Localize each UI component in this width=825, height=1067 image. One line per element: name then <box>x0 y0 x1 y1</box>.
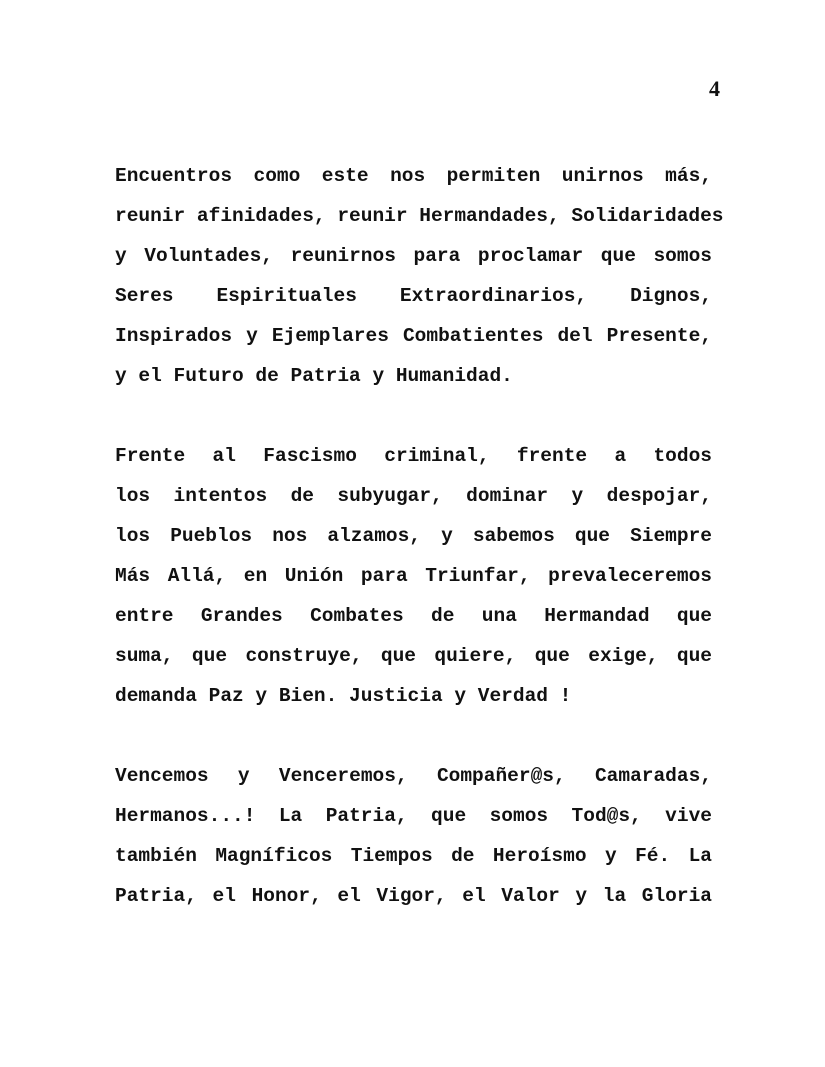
text-line: demanda Paz y Bien. Justicia y Verdad ! <box>115 685 572 707</box>
text-line: suma, que construye, que quiere, que exige, que <box>115 645 712 667</box>
text-line: Hermanos...! La Patria, que somos Tod@s, vive <box>115 805 712 827</box>
text-line: los intentos de subyugar, dominar y despojar, <box>115 485 712 507</box>
text-line: los Pueblos nos alzamos, y sabemos que Siempre <box>115 525 712 547</box>
text-line: Inspirados y Ejemplares Combatientes del Presente, <box>115 325 712 347</box>
text-line: y Voluntades, reunirnos para proclamar que somos <box>115 245 712 267</box>
text-line: reunir afinidades, reunir Hermandades, Solidaridades <box>115 205 724 227</box>
text-line: Vencemos y Venceremos, Compañer@s, Camaradas, <box>115 765 712 787</box>
text-line: Más Allá, en Unión para Triunfar, prevaleceremos <box>115 565 712 587</box>
text-line: y el Futuro de Patria y Humanidad. <box>115 365 513 387</box>
text-line: Patria, el Honor, el Vigor, el Valor y la Gloria <box>115 885 712 907</box>
text-line: Seres Espirituales Extraordinarios, Dignos, <box>115 285 712 307</box>
text-line: también Magníficos Tiempos de Heroísmo y Fé. La <box>115 845 712 867</box>
text-line: entre Grandes Combates de una Hermandad que <box>115 605 712 627</box>
page-number: 4 <box>709 76 720 101</box>
text-line: Frente al Fascismo criminal, frente a todos <box>115 445 712 467</box>
text-line: Encuentros como este nos permiten unirnos más, <box>115 165 712 187</box>
